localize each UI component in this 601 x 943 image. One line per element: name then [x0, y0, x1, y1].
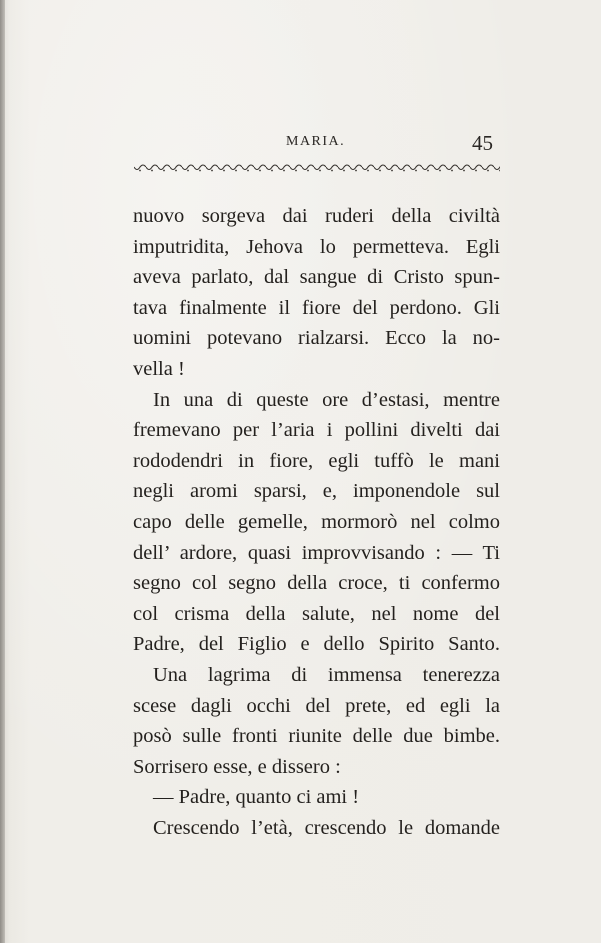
text-line: In una di queste ore d’estasi, mentre [153, 388, 500, 411]
text-line: Crescendo l’età, crescendo le domande [153, 816, 500, 839]
text-line: — Padre, quanto ci ami ! [153, 786, 360, 809]
text-line: Sorrisero esse, e dissero : [133, 755, 341, 778]
page-number: 45 [472, 131, 493, 155]
text-line: tava finalmente il fiore del perdono. Gli [133, 296, 500, 319]
text-line: scese dagli occhi del prete, ed egli la [133, 694, 500, 717]
text-line: Una lagrima di immensa tenerezza [153, 663, 500, 686]
text-line: uomini potevano rialzarsi. Ecco la no- [133, 327, 500, 350]
text-line: imputridita, Jehova lo permetteva. Egli [133, 235, 500, 258]
text-line: vella ! [133, 357, 185, 380]
text-line: aveva parlato, dal sangue di Cristo spun- [133, 266, 500, 289]
text-line: capo delle gemelle, mormorò nel colmo [133, 510, 500, 533]
text-line: posò sulle fronti riunite delle due bimbe. [133, 725, 500, 748]
text-line: fremevano per l’aria i pollini divelti dai [133, 419, 500, 442]
text-line: segno col segno della croce, ti confermo [133, 572, 500, 595]
text-line: col crisma della salute, nel nome del [133, 602, 500, 625]
running-head-title: MARIA. [286, 134, 346, 149]
text-line: rododendri in fiore, egli tuffò le mani [133, 449, 500, 472]
text-line: nuovo sorgeva dai ruderi della civiltà [133, 205, 500, 227]
body-text [133, 201, 500, 843]
text-line: negli aromi sparsi, e, imponendole sul [133, 480, 500, 503]
text-line: dell’ ardore, quasi improvvisando : — Ti [133, 541, 500, 564]
running-head [0, 128, 601, 158]
ornamental-rule-icon [134, 164, 500, 174]
text-line: Padre, del Figlio e dello Spirito Santo. [133, 633, 500, 656]
